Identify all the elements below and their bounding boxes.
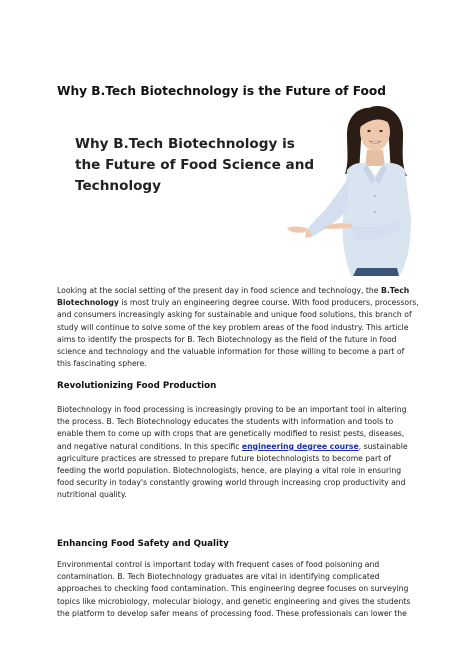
intro-text-end: is most truly an engineering degree course. With food producers, processors, and consumers increasingly asking for sustainable and unique food solutions, this branch of study will continue to solve some of the key problem areas of the food industry. This article aims to identify the prospects for B. Tech Biotechnology as the field of the future in food science and technology and the valuable information for those willing to become a part of this fascinating sphere. [57,298,419,369]
hero-banner [57,100,422,276]
food-production-text-start: Biotechnology in food processing is increasingly proving to be an important tool in altering the process. B. Tech Biotechnology educates the students with information and tools to enable them to come up with crops that are genetically modified to resist pests, diseases, and negative natural conditions. In this specific [57,405,407,451]
woman-presenting-photo [287,100,422,276]
intro-paragraph [57,285,419,370]
food-production-paragraph [57,404,419,502]
food-production-text-end: , sustainable agriculture practices are stressed to prepare future biotechnologists to become part of feeding the world population. Biotechnologists, hence, are playing a vital role in ensuring food security in today's constantly growing world through increasing crop productivity and nutritional quality. [57,441,408,500]
food-safety-paragraph: Environmental control is important today with frequent cases of food poisoning and contamination. B. Tech Biotechnology graduates are vital in identifying complicated approaches to checking food contamination. This engineering degree focuses on surveying topics like microbiology, molecular biology, and genetic engineering and gives the students the platform to develop safer means of processing food. These professionals can lower the [57,560,411,618]
intro-bold-term: B.Tech Biotechnology [57,286,410,308]
document-title: Why B.Tech Biotechnology is the Future of Food [57,84,386,98]
intro-text-start: Looking at the social setting of the present day in food science and technology, the [57,286,381,295]
section-heading-food-production: Revolutionizing Food Production [57,381,217,391]
section-heading-food-safety: Enhancing Food Safety and Quality [57,539,229,549]
engineering-degree-course-link[interactable]: engineering degree course [241,441,359,451]
hero-heading: Why B.Tech Biotechnology is the Future of Food Science and Technology [75,136,315,194]
